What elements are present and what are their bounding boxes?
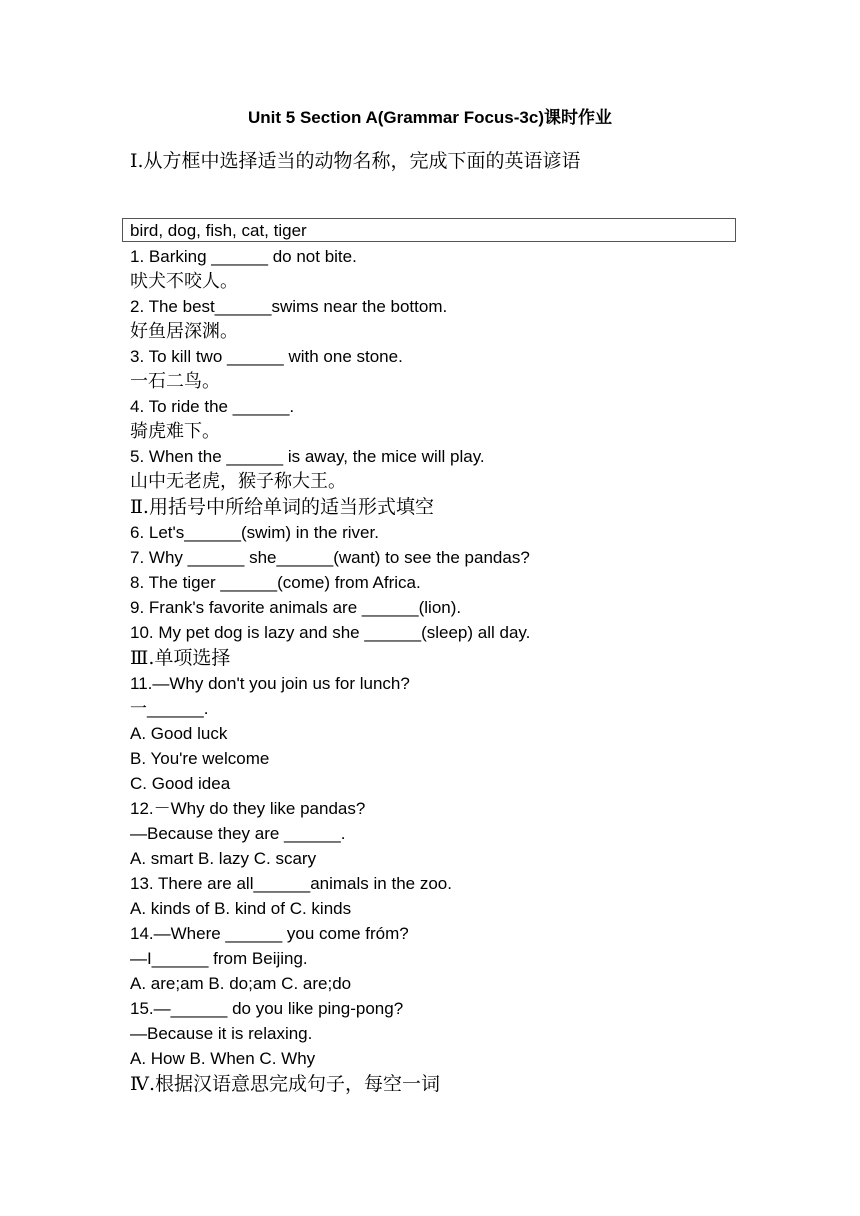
section-1-heading: Ⅰ.从方框中选择适当的动物名称，完成下面的英语谚语 (130, 150, 581, 172)
exercise-line: 14.—Where ______ you come fróm? (130, 924, 409, 943)
exercise-line: 13. There are all______animals in the zoo. (130, 874, 452, 893)
exercise-line: 8. The tiger ______(come) from Africa. (130, 573, 421, 592)
exercise-line: A. Good luck (130, 724, 228, 743)
exercise-line: —I______ from Beijing. (130, 949, 308, 968)
exercise-line: 4. To ride the ______. (130, 397, 295, 416)
exercise-line: —Because it is relaxing. (130, 1024, 313, 1043)
exercise-line: 15.—______ do you like ping-pong? (130, 999, 404, 1018)
exercise-line: 12.－Why do they like pandas? (130, 799, 366, 818)
exercise-line: A. kinds of B. kind of C. kinds (130, 899, 352, 918)
translation-line: 好鱼居深渊。 (130, 321, 238, 342)
exercise-line: —Because they are ______. (130, 824, 346, 843)
exercise-line: 11.—Why don't you join us for lunch? (130, 674, 410, 693)
exercise-line: 1. Barking ______ do not bite. (130, 247, 357, 266)
exercise-line: 7. Why ______ she______(want) to see the pandas? (130, 548, 530, 567)
section-heading: Ⅳ.根据汉语意思完成句子，每空一词 (130, 1073, 441, 1095)
translation-line: 山中无老虎，猴子称大王。 (130, 471, 346, 492)
exercise-lines (130, 244, 770, 1097)
translation-line: 一石二鸟。 (130, 371, 220, 392)
translation-line: 骑虎难下。 (130, 421, 220, 442)
exercise-line: 10. My pet dog is lazy and she ______(sleep) all day. (130, 623, 531, 642)
exercise-line: 2. The best______swims near the bottom. (130, 297, 448, 316)
exercise-line: 6. Let's______(swim) in the river. (130, 523, 379, 542)
exercise-line: A. are;am B. do;am C. are;do (130, 974, 352, 993)
word-box: bird, dog, fish, cat, tiger (122, 218, 736, 242)
exercise-line: 5. When the ______ is away, the mice will play. (130, 447, 485, 466)
page-title: Unit 5 Section A(Grammar Focus-3c)课时作业 (248, 108, 612, 127)
section-heading: Ⅱ.用括号中所给单词的适当形式填空 (130, 496, 434, 518)
exercise-line: 9. Frank's favorite animals are ______(lion). (130, 598, 462, 617)
exercise-line: A. smart B. lazy C. scary (130, 849, 317, 868)
exercise-line: A. How B. When C. Why (130, 1049, 316, 1068)
translation-line: 吠犬不咬人。 (130, 271, 238, 292)
exercise-line: B. You're welcome (130, 749, 270, 768)
exercise-line: C. Good idea (130, 774, 231, 793)
exercise-line: 3. To kill two ______ with one stone. (130, 347, 403, 366)
section-heading: Ⅲ.单项选择 (130, 647, 231, 669)
exercise-line: 一______. (130, 699, 209, 718)
